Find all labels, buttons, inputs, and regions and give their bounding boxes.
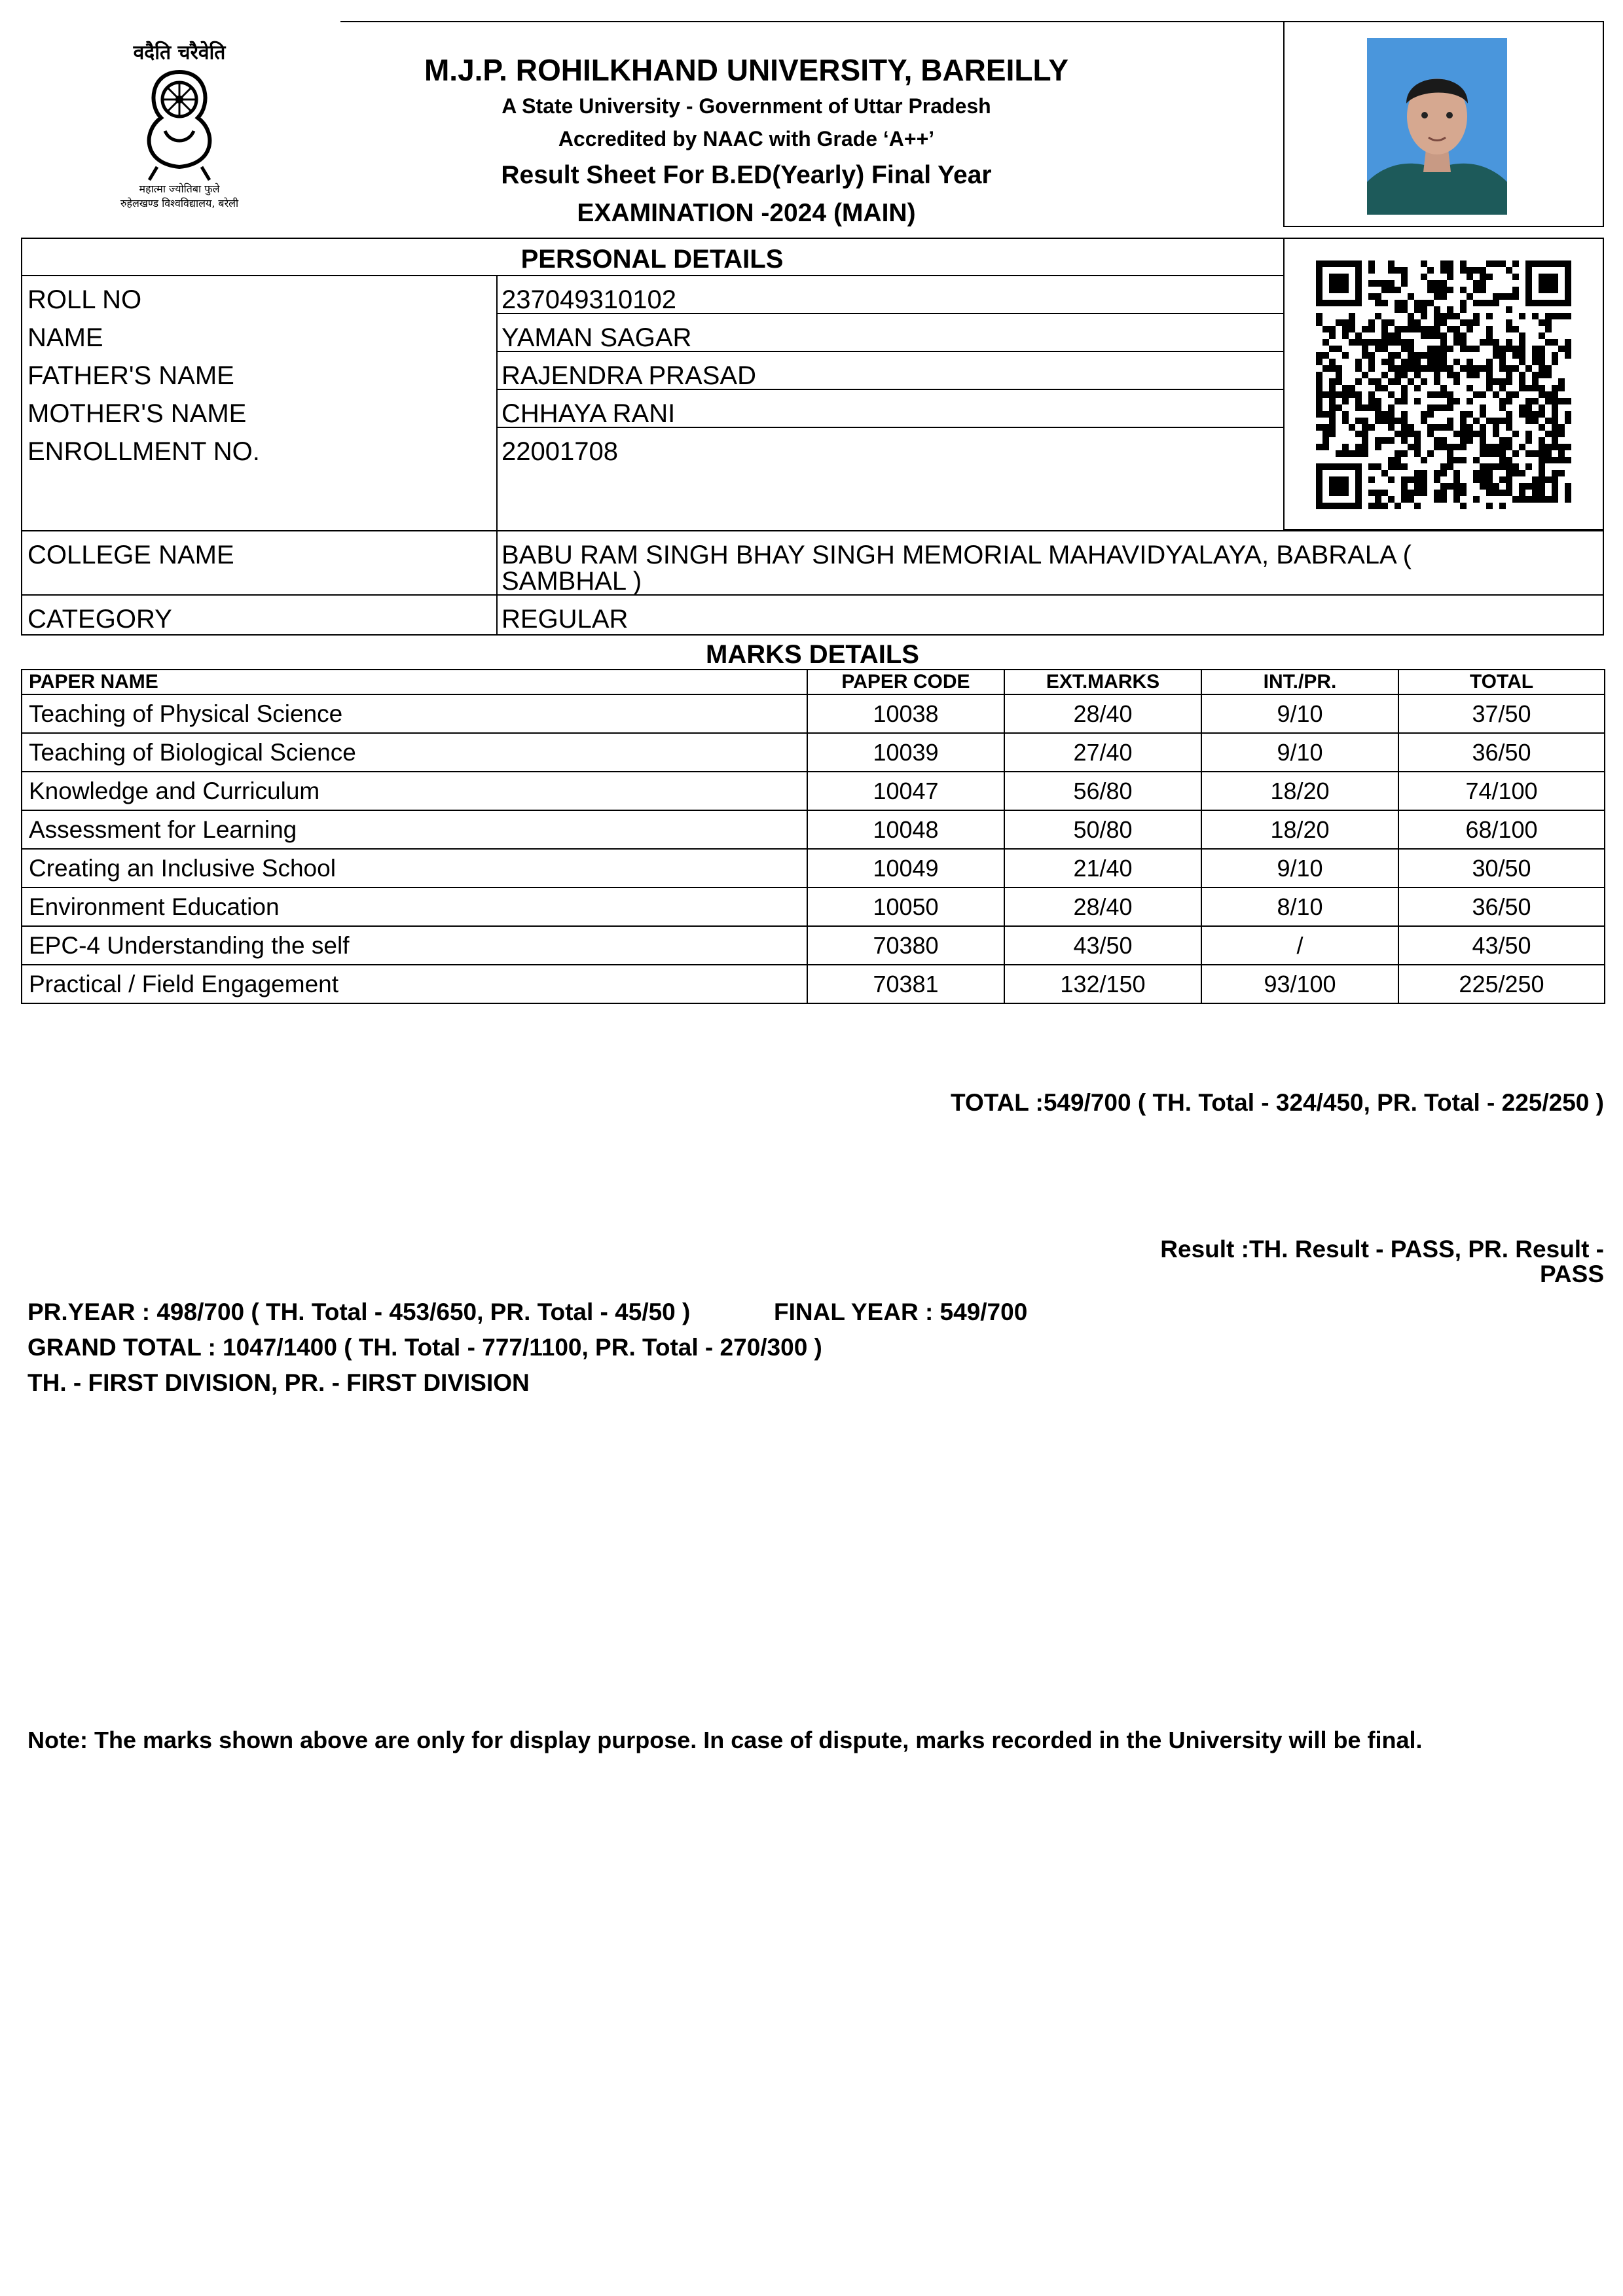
table-row	[22, 733, 1605, 772]
cell-ext-marks: 28/40	[1004, 888, 1201, 926]
cell-paper-name: Practical / Field Engagement	[22, 965, 807, 1003]
col-header-ext-marks: EXT.MARKS	[1004, 670, 1201, 694]
student-photo	[1367, 38, 1507, 215]
cell-paper-name: Teaching of Physical Science	[22, 694, 807, 733]
roll-no-label: ROLL NO	[27, 285, 142, 314]
cell-total: 74/100	[1398, 772, 1605, 810]
pr-year-summary: PR.YEAR : 498/700 ( TH. Total - 453/650, PR. Total - 45/50 )	[27, 1299, 691, 1325]
roll-no-value: 237049310102	[501, 285, 676, 314]
personal-details-heading: PERSONAL DETAILS	[520, 245, 784, 274]
table-row	[22, 810, 1605, 849]
name-value: YAMAN SAGAR	[501, 323, 692, 352]
category-value: REGULAR	[501, 605, 629, 634]
division-summary: TH. - FIRST DIVISION, PR. - FIRST DIVISION	[27, 1369, 530, 1396]
university-subtitle: A State University - Government of Uttar Pradesh	[501, 94, 991, 118]
table-row	[22, 888, 1605, 926]
cell-paper-name: Knowledge and Curriculum	[22, 772, 807, 810]
cell-paper-code: 70380	[807, 926, 1004, 965]
cell-int-pr: 8/10	[1201, 888, 1398, 926]
college-name-line-2: SAMBHAL )	[501, 567, 642, 596]
cell-paper-code: 10048	[807, 810, 1004, 849]
university-emblem-icon	[97, 33, 262, 209]
mother-name-value: CHHAYA RANI	[501, 399, 676, 428]
total-summary: TOTAL :549/700 ( TH. Total - 324/450, PR. Total - 225/250 )	[951, 1089, 1604, 1116]
cell-paper-code: 10047	[807, 772, 1004, 810]
cell-ext-marks: 50/80	[1004, 810, 1201, 849]
enrollment-label: ENROLLMENT NO.	[27, 437, 260, 466]
cell-ext-marks: 21/40	[1004, 849, 1201, 888]
cell-int-pr: 9/10	[1201, 733, 1398, 772]
col-header-paper-name: PAPER NAME	[22, 670, 807, 694]
cell-int-pr: 9/10	[1201, 849, 1398, 888]
result-sheet-title: Result Sheet For B.ED(Yearly) Final Year	[501, 161, 992, 189]
cell-int-pr: 18/20	[1201, 810, 1398, 849]
cell-total: 225/250	[1398, 965, 1605, 1003]
col-header-int-pr: INT./PR.	[1201, 670, 1398, 694]
col-header-total: TOTAL	[1398, 670, 1605, 694]
marks-table-header	[22, 670, 1605, 694]
category-label: CATEGORY	[27, 605, 172, 634]
college-name-line-1: BABU RAM SINGH BHAY SINGH MEMORIAL MAHAVIDYALAYA, BABRALA (	[501, 541, 1412, 569]
cell-ext-marks: 56/80	[1004, 772, 1201, 810]
cell-int-pr: /	[1201, 926, 1398, 965]
cell-paper-name: EPC-4 Understanding the self	[22, 926, 807, 965]
cell-ext-marks: 43/50	[1004, 926, 1201, 965]
cell-int-pr: 9/10	[1201, 694, 1398, 733]
table-row	[22, 772, 1605, 810]
father-name-value: RAJENDRA PRASAD	[501, 361, 756, 390]
cell-paper-code: 10039	[807, 733, 1004, 772]
cell-total: 43/50	[1398, 926, 1605, 965]
father-name-label: FATHER'S NAME	[27, 361, 234, 390]
logo-caption-2: रुहेलखण्ड विश्वविद्यालय, बरेली	[120, 197, 239, 209]
qr-code-icon	[1316, 260, 1571, 509]
cell-ext-marks: 27/40	[1004, 733, 1201, 772]
cell-int-pr: 93/100	[1201, 965, 1398, 1003]
grand-total-summary: GRAND TOTAL : 1047/1400 ( TH. Total - 777/1100, PR. Total - 270/300 )	[27, 1334, 822, 1361]
cell-paper-code: 10038	[807, 694, 1004, 733]
name-label: NAME	[27, 323, 103, 352]
enrollment-value: 22001708	[501, 437, 618, 466]
cell-paper-name: Environment Education	[22, 888, 807, 926]
cell-paper-code: 70381	[807, 965, 1004, 1003]
table-row	[22, 694, 1605, 733]
cell-paper-name: Assessment for Learning	[22, 810, 807, 849]
cell-paper-code: 10050	[807, 888, 1004, 926]
marks-table	[21, 669, 1605, 1004]
result-line-2: PASS	[1539, 1261, 1604, 1287]
university-title: M.J.P. ROHILKHAND UNIVERSITY, BAREILLY	[424, 53, 1069, 87]
cell-total: 30/50	[1398, 849, 1605, 888]
cell-ext-marks: 132/150	[1004, 965, 1201, 1003]
cell-ext-marks: 28/40	[1004, 694, 1201, 733]
cell-paper-code: 10049	[807, 849, 1004, 888]
mother-name-label: MOTHER'S NAME	[27, 399, 247, 428]
marks-details-heading: MARKS DETAILS	[706, 640, 919, 669]
cell-int-pr: 18/20	[1201, 772, 1398, 810]
accreditation-text: Accredited by NAAC with Grade ‘A++’	[558, 127, 935, 151]
cell-total: 68/100	[1398, 810, 1605, 849]
cell-total: 36/50	[1398, 733, 1605, 772]
disclaimer-note: Note: The marks shown above are only for display purpose. In case of dispute, marks recorded in the University will be final.	[27, 1727, 1423, 1753]
logo-motto: वदैति चरैवेति	[133, 41, 226, 64]
college-name-label: COLLEGE NAME	[27, 541, 234, 569]
examination-title: EXAMINATION -2024 (MAIN)	[577, 199, 916, 227]
cell-total: 36/50	[1398, 888, 1605, 926]
final-year-summary: FINAL YEAR : 549/700	[774, 1299, 1028, 1325]
col-header-paper-code: PAPER CODE	[807, 670, 1004, 694]
table-row	[22, 849, 1605, 888]
cell-total: 37/50	[1398, 694, 1605, 733]
logo-caption-1: महात्मा ज्योतिबा फुले	[139, 183, 220, 195]
table-row	[22, 926, 1605, 965]
result-line-1: Result :TH. Result - PASS, PR. Result -	[1160, 1236, 1604, 1263]
header-top-border	[340, 21, 1292, 22]
cell-paper-name: Teaching of Biological Science	[22, 733, 807, 772]
cell-paper-name: Creating an Inclusive School	[22, 849, 807, 888]
table-row	[22, 965, 1605, 1003]
